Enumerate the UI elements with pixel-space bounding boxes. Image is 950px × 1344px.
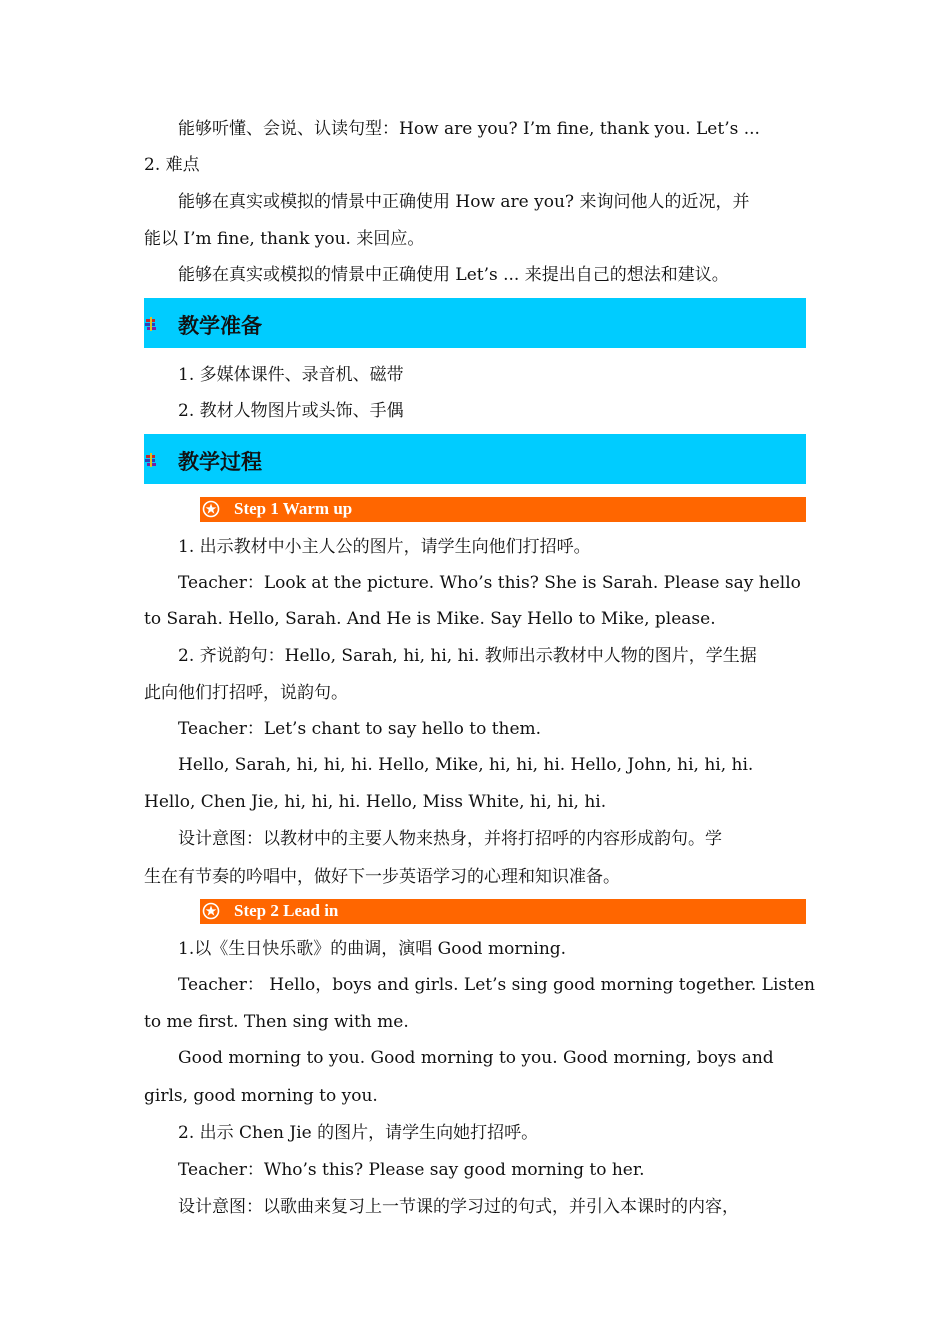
difficulty-line-1: 能够在真实或模拟的情景中正确使用 How are you? 来询问他人的近况，并 xyxy=(178,192,750,212)
step-header-2 xyxy=(200,899,806,924)
step-label: Step 2 Lead in xyxy=(234,901,339,920)
step1-line: Teacher：Look at the picture. Who’s this? She is Sarah. Please say hello xyxy=(178,573,801,593)
star-circle-icon xyxy=(202,500,220,518)
section-header-process xyxy=(144,434,806,484)
section-title: 教学准备 xyxy=(178,314,262,338)
step2-line: 设计意图：以歌曲来复习上一节课的学习过的句式，并引入本课时的内容， xyxy=(178,1197,739,1217)
step1-line: 2. 齐说韵句：Hello, Sarah, hi, hi, hi. 教师出示教材中人物的图片，学生据 xyxy=(178,646,757,666)
step1-line: Hello, Chen Jie, hi, hi, hi. Hello, Miss White, hi, hi, hi. xyxy=(144,792,607,812)
subheading-difficulty: 2. 难点 xyxy=(144,155,200,175)
section-title: 教学过程 xyxy=(178,450,262,474)
step1-line: 设计意图：以教材中的主要人物来热身，并将打招呼的内容形成韵句。学 xyxy=(178,829,722,849)
step-label: Step 1 Warm up xyxy=(234,499,353,518)
step2-line: girls, good morning to you. xyxy=(144,1086,378,1106)
difficulty-line-2: 能以 I’m fine, thank you. 来回应。 xyxy=(144,229,425,249)
step1-line: to Sarah. Hello, Sarah. And He is Mike. Say Hello to Mike, please. xyxy=(144,609,716,629)
step1-line: Teacher：Let’s chant to say hello to them. xyxy=(178,719,542,739)
step-header-1 xyxy=(200,497,806,522)
step2-line: Teacher：Who’s this? Please say good morning to her. xyxy=(178,1160,645,1180)
step2-line: to me first. Then sing with me. xyxy=(144,1012,409,1032)
step1-line: 生在有节奏的吟唱中，做好下一步英语学习的心理和知识准备。 xyxy=(144,867,620,887)
prep-item-2: 2. 教材人物图片或头饰、手偶 xyxy=(178,401,404,421)
prep-item-1: 1. 多媒体课件、录音机、磁带 xyxy=(178,365,404,385)
step1-line: 此向他们打招呼，说韵句。 xyxy=(144,683,348,703)
step2-line: Good morning to you. Good morning to you. Good morning, boys and xyxy=(178,1048,774,1068)
book-stack-icon xyxy=(144,453,158,467)
step2-line: Teacher： Hello，boys and girls. Let’s sing good morning together. Listen xyxy=(178,975,815,995)
goal-line: 能够听懂、会说、认读句型：How are you? I’m fine, thank you. Let’s ... xyxy=(178,119,760,139)
step1-line: Hello, Sarah, hi, hi, hi. Hello, Mike, hi, hi, hi. Hello, John, hi, hi, hi. xyxy=(178,755,754,775)
book-stack-icon xyxy=(144,317,158,331)
step2-line: 1.以《生日快乐歌》的曲调，演唱 Good morning. xyxy=(178,939,567,959)
step2-line: 2. 出示 Chen Jie 的图片，请学生向她打招呼。 xyxy=(178,1123,539,1143)
difficulty-line-3: 能够在真实或模拟的情景中正确使用 Let’s ... 来提出自己的想法和建议。 xyxy=(178,265,729,285)
section-header-prep xyxy=(144,298,806,348)
step1-line: 1. 出示教材中小主人公的图片，请学生向他们打招呼。 xyxy=(178,537,591,557)
star-circle-icon xyxy=(202,902,220,920)
